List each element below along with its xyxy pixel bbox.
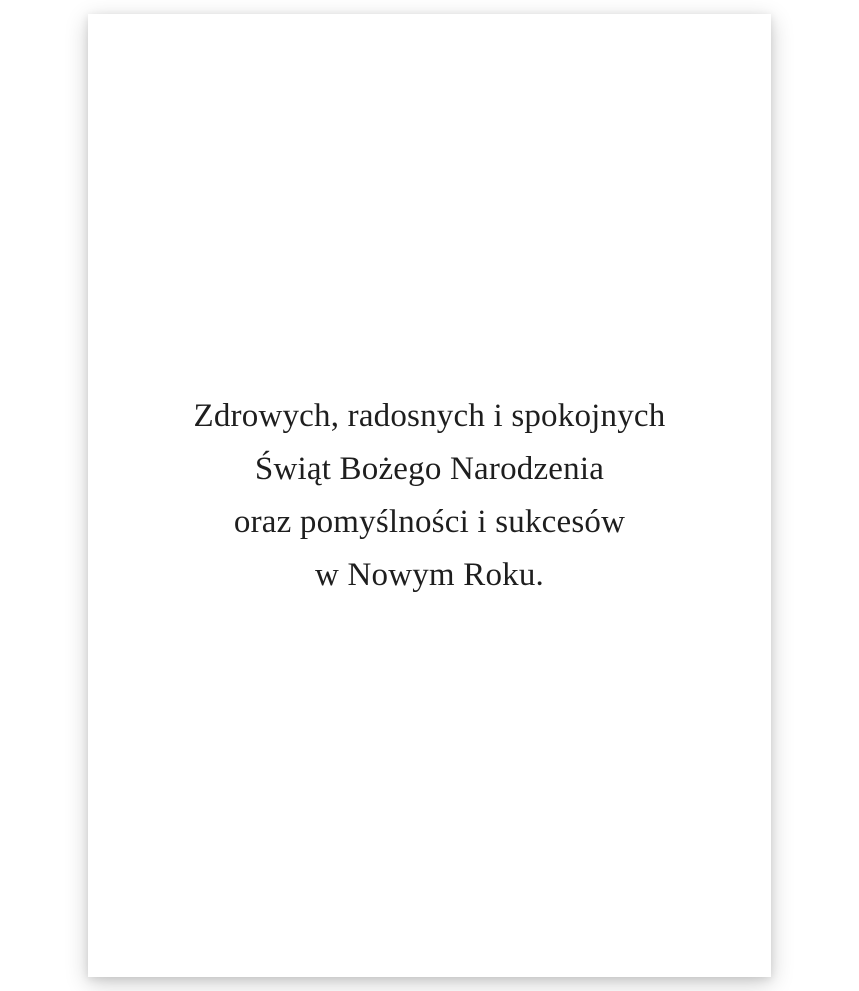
greeting-line-2: Świąt Bożego Narodzenia <box>254 450 605 487</box>
greeting-line-4: w Nowym Roku. <box>314 556 545 593</box>
greeting-card <box>88 14 771 977</box>
greeting-text-block <box>88 390 771 602</box>
greeting-line-3: oraz pomyślności i sukcesów <box>233 503 626 540</box>
greeting-line-1: Zdrowych, radosnych i spokojnych <box>193 397 666 434</box>
